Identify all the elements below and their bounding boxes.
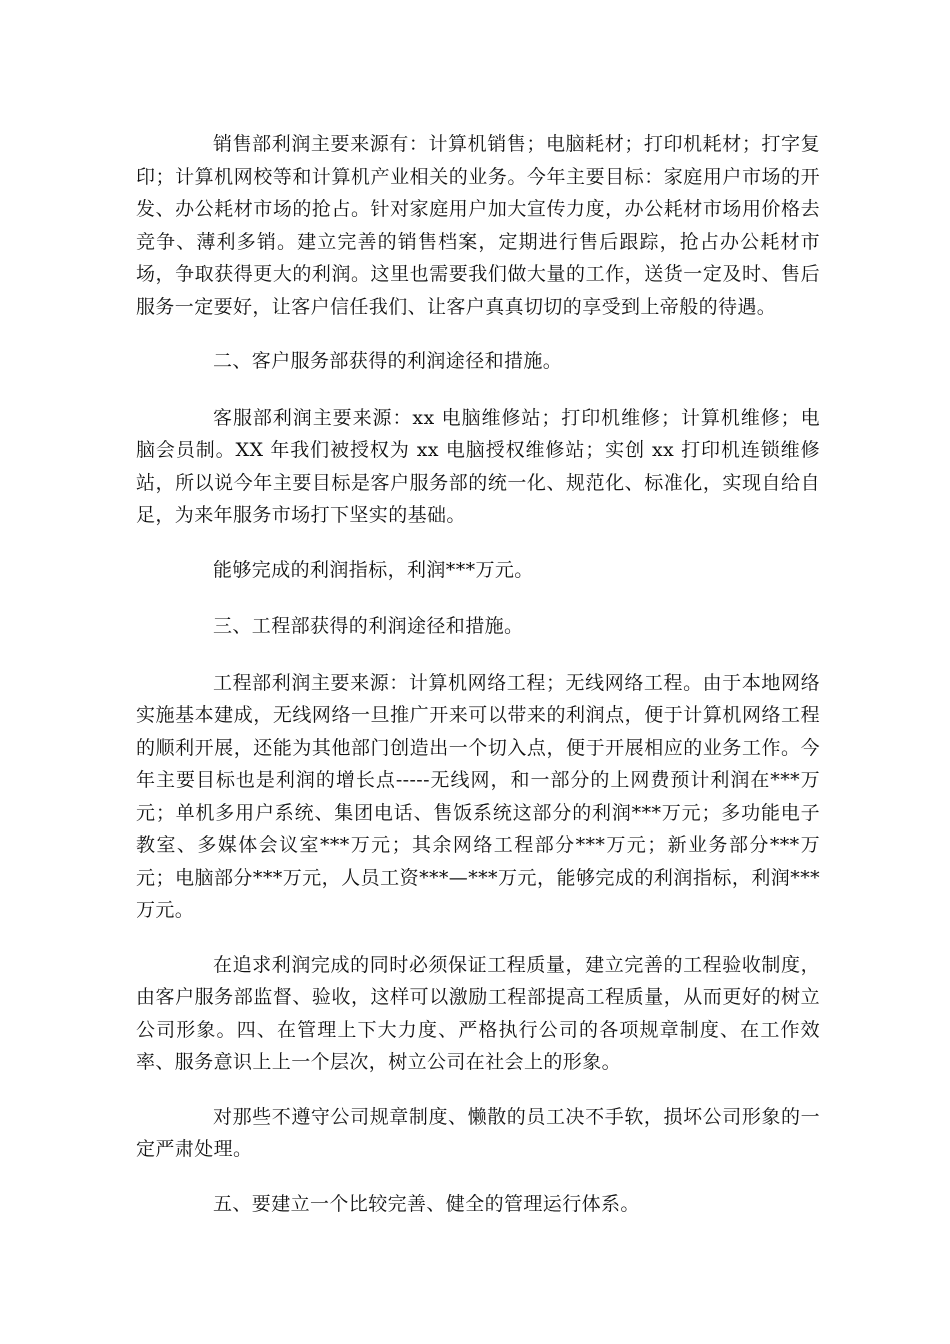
heading-management-system: 五、要建立一个比较完善、健全的管理运行体系。 [213, 1192, 640, 1215]
heading-customer-service: 二、客户服务部获得的利润途径和措施。 [213, 350, 563, 372]
paragraph-engineering-profit: 工程部利润主要来源：计算机网络工程；无线网络工程。由于本地网络实施基本建成，无线网络一旦推广开来可以带来的利润点，便于计算机网络工程的顺利开展，还能为其他部门创造出一个切入点，便于开展相应的业务工作。今年主要目标也是利润的增长点-----无线网，和一部分的上网费预计利润在***万元；单机多用户系统、集团电话、售饭系统这部分的利润***万元；多功能电子教室、多媒体会议室***万元；其余网络工程部分***万元；新业务部分***万元；电脑部分***万元，人员工资***—***万元，能够完成的利润指标，利润***万元。 [136, 671, 820, 921]
paragraph-discipline: 对那些不遵守公司规章制度、懒散的员工决不手软，损坏公司形象的一定严肃处理。 [136, 1105, 820, 1160]
document-body [136, 128, 820, 1244]
paragraph-profit-target: 能够完成的利润指标，利润***万元。 [213, 558, 534, 581]
paragraph-customer-service-profit: 客服部利润主要来源：xx 电脑维修站；打印机维修；计算机维修；电脑会员制。XX 年我们被授权为 xx 电脑授权维修站；实创 xx 打印机连锁维修站，所以说今年主要目标是客户服务部的统一化、规范化、标准化，实现自给自足，为来年服务市场打下坚实的基础。 [136, 406, 820, 526]
heading-engineering: 三、工程部获得的利润途径和措施。 [213, 615, 524, 637]
paragraph-sales-profit: 销售部利润主要来源有：计算机销售；电脑耗材；打印机耗材；打字复印；计算机网校等和计算机产业相关的业务。今年主要目标：家庭用户市场的开发、办公耗材市场的抢占。针对家庭用户加大宣传力度，办公耗材市场用价格去竞争、薄利多销。建立完善的销售档案，定期进行售后跟踪，抢占办公耗材市场，争取获得更大的利润。这里也需要我们做大量的工作，送货一定及时、售后服务一定要好，让客户信任我们、让客户真真切切的享受到上帝般的待遇。 [136, 133, 820, 318]
paragraph-quality-management: 在追求利润完成的同时必须保证工程质量，建立完善的工程验收制度，由客户服务部监督、验收，这样可以激励工程部提高工程质量，从而更好的树立公司形象。四、在管理上下大力度、严格执行公司的各项规章制度、在工作效率、服务意识上上一个层次，树立公司在社会上的形象。 [136, 953, 820, 1073]
